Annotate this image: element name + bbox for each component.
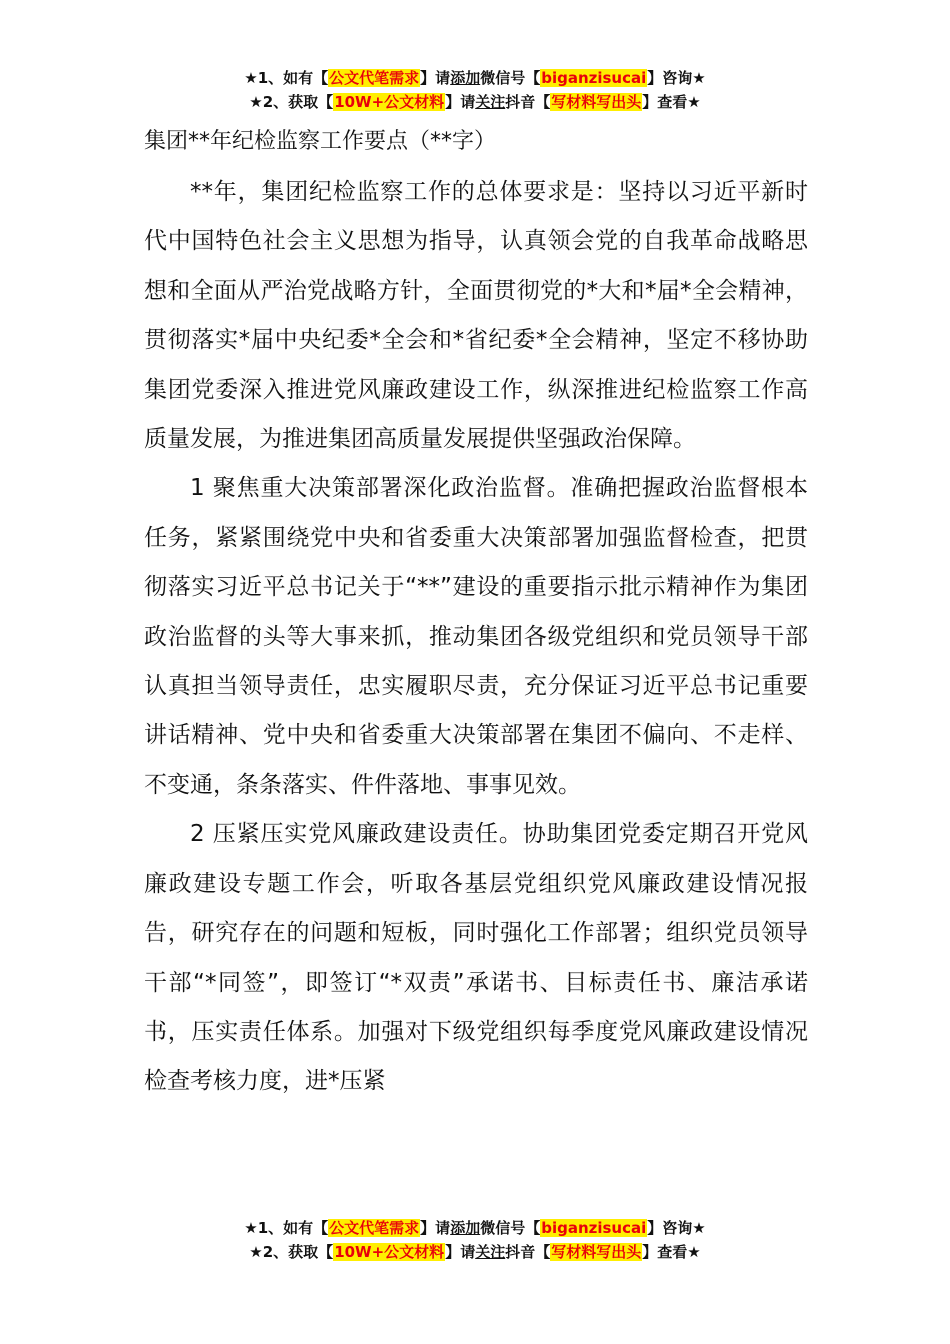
document-body [144,122,808,1107]
paragraph-section-1: 1 聚焦重大决策部署深化政治监督。准确把握政治监督根本任务，紧紧围绕党中央和省委重大决策部署加强监督检查，把贯彻落实习近平总书记关于“**”建设的重要指示批示精神作为集团政治监督的头等大事来抓，推动集团各级党组织和党员领导干部认真担当领导责任，忠实履职尽责，充分保证习近平总书记重要讲话精神、党中央和省委重大决策部署在集团不偏向、不走样、不变通，条条落实、件件落地、事事见效。 [144,475,808,798]
banner-text: 】请 [420,69,451,87]
banner-text: 微信号【 [480,69,541,87]
banner-text: ★1、如有【 [244,1219,329,1237]
banner-text: 微信号【 [480,1219,541,1237]
banner-text: ★2、获取【 [249,93,334,111]
banner-underlined-text: 添加 [450,69,481,87]
banner-highlight: biganzisucai [541,1219,647,1237]
paragraph-intro: **年，集团纪检监察工作的总体要求是：坚持以习近平新时代中国特色社会主义思想为指导，认真领会党的自我革命战略思想和全面从严治党战略方针，全面贯彻党的*大和*届*全会精神，贯彻落实*届中央纪委*全会和*省纪委*全会精神，坚定不移协助集团党委深入推进党风廉政建设工作，纵深推进纪检监察工作高质量发展，为推进集团高质量发展提供坚强政治保障。 [144,179,808,453]
banner-text: 】查看★ [642,1243,701,1261]
banner-highlight: 10W+公文材料 [334,93,445,111]
banner-highlight: 写材料写出头 [551,1243,642,1261]
banner-text: ★2、获取【 [249,1243,334,1261]
banner-text: 】咨询★ [647,1219,706,1237]
banner-underlined-text: 添加 [450,1219,481,1237]
document-title: 集团**年纪检监察工作要点（**字） [144,129,497,154]
banner-underlined-text: 关注 [475,93,506,111]
banner-line-1 [0,66,950,90]
banner-highlight: 写材料写出头 [551,93,642,111]
paragraph-section-2: 2 压紧压实党风廉政建设责任。协助集团党委定期召开党风廉政建设专题工作会，听取各基层党组织党风廉政建设情况报告，研究存在的问题和短板，同时强化工作部署；组织党员领导干部“*同签”，即签订“*双责”承诺书、目标责任书、廉洁承诺书，压实责任体系。加强对下级党组织每季度党风廉政建设情况检查考核力度，进*压紧 [144,821,808,1095]
banner-text: 】请 [445,1243,476,1261]
banner-text: 】咨询★ [647,69,706,87]
banner-line-2 [0,90,950,114]
banner-text: ★1、如有【 [244,69,329,87]
banner-text: 抖音【 [505,93,551,111]
banner-underlined-text: 关注 [475,1243,506,1261]
header-banner [0,66,950,114]
banner-line-2 [0,1240,950,1264]
banner-text: 抖音【 [505,1243,551,1261]
banner-text: 】请 [420,1219,451,1237]
banner-text: 】查看★ [642,93,701,111]
banner-line-1 [0,1216,950,1240]
footer-banner [0,1216,950,1264]
banner-highlight: 10W+公文材料 [334,1243,445,1261]
banner-highlight: 公文代笔需求 [329,69,420,87]
banner-highlight: 公文代笔需求 [329,1219,420,1237]
banner-highlight: biganzisucai [541,69,647,87]
banner-text: 】请 [445,93,476,111]
